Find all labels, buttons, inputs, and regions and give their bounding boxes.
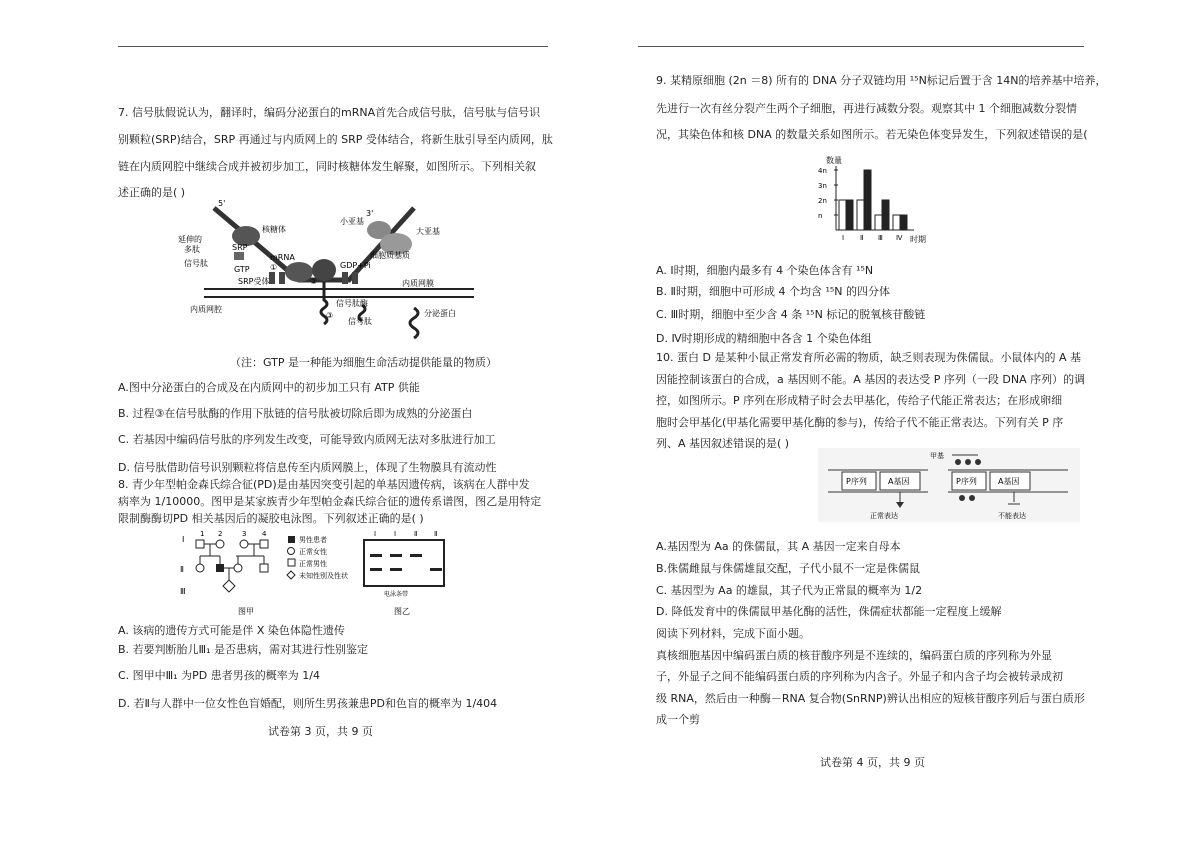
q10-line-1: 10. 蛋白 D 是某种小鼠正常发育所必需的物质，缺乏则表现为侏儒鼠。小鼠体内的 A 基 bbox=[656, 351, 1081, 364]
lbl-signal2: 信号肽 bbox=[348, 317, 372, 326]
q8-option-a: A. 该病的遗传方式可能是伴 X 染色体隐性遗传 bbox=[118, 624, 345, 637]
lbl-large-subunit: 大亚基 bbox=[416, 227, 440, 236]
q8-line-1: 8. 青少年型帕金森氏综合征(PD)是由基因突变引起的单基因遗传病，该病在人群中发 bbox=[118, 478, 530, 491]
a-gene-left: A基因 bbox=[888, 477, 910, 486]
left-page bbox=[118, 0, 553, 849]
legend-normal-male: 正常男性 bbox=[299, 560, 327, 568]
x-category-label: Ⅰ bbox=[842, 234, 845, 242]
bars bbox=[839, 170, 907, 230]
lane-2: Ⅰ bbox=[394, 530, 397, 538]
q10-line-4: 胞时会甲基化(甲基化需要甲基化酶的参与)，传给子代不能正常表达。下列有关 P 序 bbox=[656, 416, 1064, 429]
lbl-cytosol: 细胞质基质 bbox=[370, 251, 410, 260]
q9-line-1: 9. 某精原细胞 (2n ＝8) 所有的 DNA 分子双链均用 ¹⁵N标记后置于含 14N的培养基中培养， bbox=[656, 74, 1107, 87]
bar-dna bbox=[864, 170, 871, 230]
lbl-small-subunit: 小亚基 bbox=[340, 217, 364, 226]
q7-line-3: 链在内质网腔中继续合成并被初步加工，同时核糖体发生解聚，如图所示。下列相关叙 bbox=[118, 160, 536, 173]
normal-expression: 正常表达 bbox=[870, 512, 898, 520]
lbl-step1: ① bbox=[270, 263, 278, 272]
q7-note: （注：GTP 是一种能为细胞生命活动提供能量的物质） bbox=[230, 356, 497, 369]
no-expression: 不能表达 bbox=[998, 512, 1026, 520]
legend-affected-male: 男性患者 bbox=[299, 536, 327, 544]
methylation-figure bbox=[818, 448, 1080, 522]
x-category-label: Ⅱ bbox=[860, 234, 864, 242]
q10-option-b: B.侏儒雌鼠与侏儒雄鼠交配，子代小鼠不一定是侏儒鼠 bbox=[656, 562, 921, 575]
caption-fig-b: 图乙 bbox=[394, 607, 410, 616]
bar-dna bbox=[846, 200, 853, 230]
pedigree-figure bbox=[178, 528, 448, 620]
chart-xlabel: 时期 bbox=[910, 235, 926, 244]
x-categories bbox=[842, 234, 903, 242]
lbl-mrna: mRNA bbox=[270, 253, 295, 262]
lbl-ribosome: 核糖体 bbox=[262, 225, 286, 234]
q10-line-2: 因能控制该蛋白的合成，a 基因则不能。A 基因的表达受 P 序列（一段 DNA 序列）的调 bbox=[656, 373, 1086, 386]
signal-peptide-figure bbox=[174, 200, 484, 340]
bar-chromosome bbox=[857, 200, 864, 230]
header-rule bbox=[638, 46, 1084, 47]
page-footer-right: 试卷第 4 页，共 9 页 bbox=[820, 756, 925, 769]
lbl-secreted: 分泌蛋白 bbox=[424, 309, 456, 318]
q8-option-d: D. 若Ⅱ与人群中一位女性色盲婚配，则所生男孩兼患PD和色盲的概率为 1/404 bbox=[118, 697, 498, 710]
q8-line-3: 限制酶酶切PD 相关基因后的凝胶电泳图。下列叙述正确的是( ) bbox=[118, 512, 424, 525]
page-footer-left: 试卷第 3 页，共 9 页 bbox=[268, 725, 373, 738]
q9-line-3: 况，其染色体和核 DNA 的数量关系如图所示。若无染色体变异发生，下列叙述错误的是( bbox=[656, 128, 1088, 141]
lbl-membrane: 内质网膜 bbox=[402, 279, 434, 288]
chromosome-dna-chart bbox=[814, 152, 924, 248]
q10-option-c: C. 基因型为 Aa 的雄鼠，其子代为正常鼠的概率为 1/2 bbox=[656, 584, 923, 597]
lbl-receptor: SRP受体 bbox=[238, 277, 270, 286]
right-page bbox=[638, 0, 1107, 849]
caption-fig-a: 图甲 bbox=[238, 607, 254, 616]
bar-chromosome bbox=[893, 215, 900, 230]
passage-line-3: 级 RNA，然后由一种酶－RNA 复合物(SnRNP)辨认出相应的短核苷酸序列后与蛋白质形 bbox=[656, 692, 1085, 705]
gen-2: Ⅱ bbox=[180, 565, 184, 574]
lbl-peptidase: 信号肽酶 bbox=[336, 299, 368, 308]
passage-line-1: 真核细胞基因中编码蛋白质的核苷酸序列是不连续的，编码蛋白质的序列称为外显 bbox=[656, 649, 1052, 662]
y-tick-label: 3n bbox=[818, 182, 827, 190]
num-1: 1 bbox=[200, 530, 205, 538]
q9-option-a: A. Ⅰ时期，细胞内最多有 4 个染色体含有 ¹⁵N bbox=[656, 264, 874, 277]
lbl-3prime: 3' bbox=[366, 209, 374, 218]
methyl-label: 甲基 bbox=[930, 452, 944, 460]
lane-3: Ⅱ bbox=[414, 530, 418, 538]
bar-chromosome bbox=[839, 200, 846, 230]
lbl-peptide2: 多肽 bbox=[184, 245, 200, 254]
lbl-gtp: GTP bbox=[234, 265, 250, 274]
p-seq-left: P序列 bbox=[846, 477, 867, 486]
q8-option-c: C. 图甲中Ⅲ₁ 为PD 患者男孩的概率为 1/4 bbox=[118, 669, 320, 682]
y-tick-label: 2n bbox=[818, 197, 827, 205]
bar-dna bbox=[882, 200, 889, 230]
x-category-label: Ⅳ bbox=[896, 234, 903, 242]
num-3: 3 bbox=[242, 530, 247, 538]
lbl-gdp: GDP+Pi bbox=[340, 261, 371, 270]
lane-1: Ⅰ bbox=[374, 530, 377, 538]
header-rule bbox=[118, 46, 548, 47]
p-seq-right: P序列 bbox=[956, 477, 977, 486]
q7-option-b: B. 过程③在信号肽酶的作用下肽链的信号肽被切除后即为成熟的分泌蛋白 bbox=[118, 407, 473, 420]
q10-option-a: A.基因型为 Aa 的侏儒鼠，其 A 基因一定来自母本 bbox=[656, 540, 901, 553]
lbl-lumen: 内质网腔 bbox=[190, 305, 222, 314]
q9-option-b: B. Ⅱ时期，细胞中可形成 4 个均含 ¹⁵N 的四分体 bbox=[656, 285, 890, 298]
q10-line-3: 控，如图所示。P 序列在形成精子时会去甲基化，传给子代能正常表达；在形成卵细 bbox=[656, 394, 1063, 407]
q7-line-1: 7. 信号肽假说认为，翻译时，编码分泌蛋白的mRNA首先合成信号肽，信号肽与信号识 bbox=[118, 106, 541, 119]
lbl-signal: 信号肽 bbox=[184, 259, 208, 268]
legend-unknown: 未知性别及性状 bbox=[299, 572, 348, 580]
lane-4: Ⅱ bbox=[434, 530, 438, 538]
gen-3: Ⅲ bbox=[180, 587, 186, 596]
num-2: 2 bbox=[218, 530, 223, 538]
q7-line-4: 述正确的是( ) bbox=[118, 186, 186, 199]
lbl-step3: ③ bbox=[326, 311, 334, 320]
lbl-srp: SRP bbox=[232, 243, 248, 252]
q10-line-5: 列、A 基因叙述错误的是( ) bbox=[656, 437, 790, 450]
q10-option-d: D. 降低发育中的侏儒鼠甲基化酶的活性，侏儒症状都能一定程度上缓解 bbox=[656, 605, 1002, 618]
a-gene-right: A基因 bbox=[998, 477, 1020, 486]
q9-line-2: 先进行一次有丝分裂产生两个子细胞，再进行减数分裂。观察其中 1 个细胞减数分裂情 bbox=[656, 102, 1077, 115]
q7-option-a: A.图中分泌蛋白的合成及在内质网中的初步加工只有 ATP 供能 bbox=[118, 381, 420, 394]
legend-normal-female: 正常女性 bbox=[299, 548, 327, 556]
q9-option-c: C. Ⅲ时期，细胞中至少含 4 条 ¹⁵N 标记的脱氧核苷酸链 bbox=[656, 308, 926, 321]
y-tick-label: n bbox=[818, 212, 823, 220]
q7-option-c: C. 若基因中编码信号肽的序列发生改变，可能导致内质网无法对多肽进行加工 bbox=[118, 433, 496, 446]
passage-line-4: 成一个剪 bbox=[656, 713, 700, 726]
y-ticks bbox=[818, 167, 838, 220]
q9-option-d: D. Ⅳ时期形成的精细胞中各含 1 个染色体组 bbox=[656, 332, 872, 345]
q8-line-2: 病率为 1/10000。图甲是某家族青少年型帕金森氏综合征的遗传系谱图，图乙是用特定 bbox=[118, 495, 542, 508]
lbl-step2: ② bbox=[310, 277, 318, 286]
x-category-label: Ⅲ bbox=[878, 234, 883, 242]
q7-option-d: D. 信号肽借助信号识别颗粒将信息传至内质网膜上，体现了生物膜具有流动性 bbox=[118, 461, 497, 474]
passage-intro: 阅读下列材料，完成下面小题。 bbox=[656, 627, 810, 640]
q8-option-b: B. 若要判断胎儿Ⅲ₁ 是否患病，需对其进行性别鉴定 bbox=[118, 643, 369, 656]
bar-dna bbox=[900, 215, 907, 230]
gen-1: Ⅰ bbox=[182, 535, 185, 544]
q7-line-2: 别颗粒(SRP)结合，SRP 再通过与内质网上的 SRP 受体结合，将新生肽引导至内质网，肽 bbox=[118, 133, 553, 146]
lbl-5prime: 5' bbox=[218, 199, 226, 208]
passage-line-2: 子，外显子之间不能编码蛋白质的序列称为内含子。外显子和内含子均会被转录成初 bbox=[656, 670, 1063, 683]
bar-chromosome bbox=[875, 215, 882, 230]
chart-ylabel: 数量 bbox=[826, 156, 842, 165]
gel-bands-label: 电泳条带 bbox=[384, 591, 409, 598]
y-tick-label: 4n bbox=[818, 167, 827, 175]
lbl-peptide: 延伸的 bbox=[178, 235, 202, 244]
num-4: 4 bbox=[262, 530, 267, 538]
